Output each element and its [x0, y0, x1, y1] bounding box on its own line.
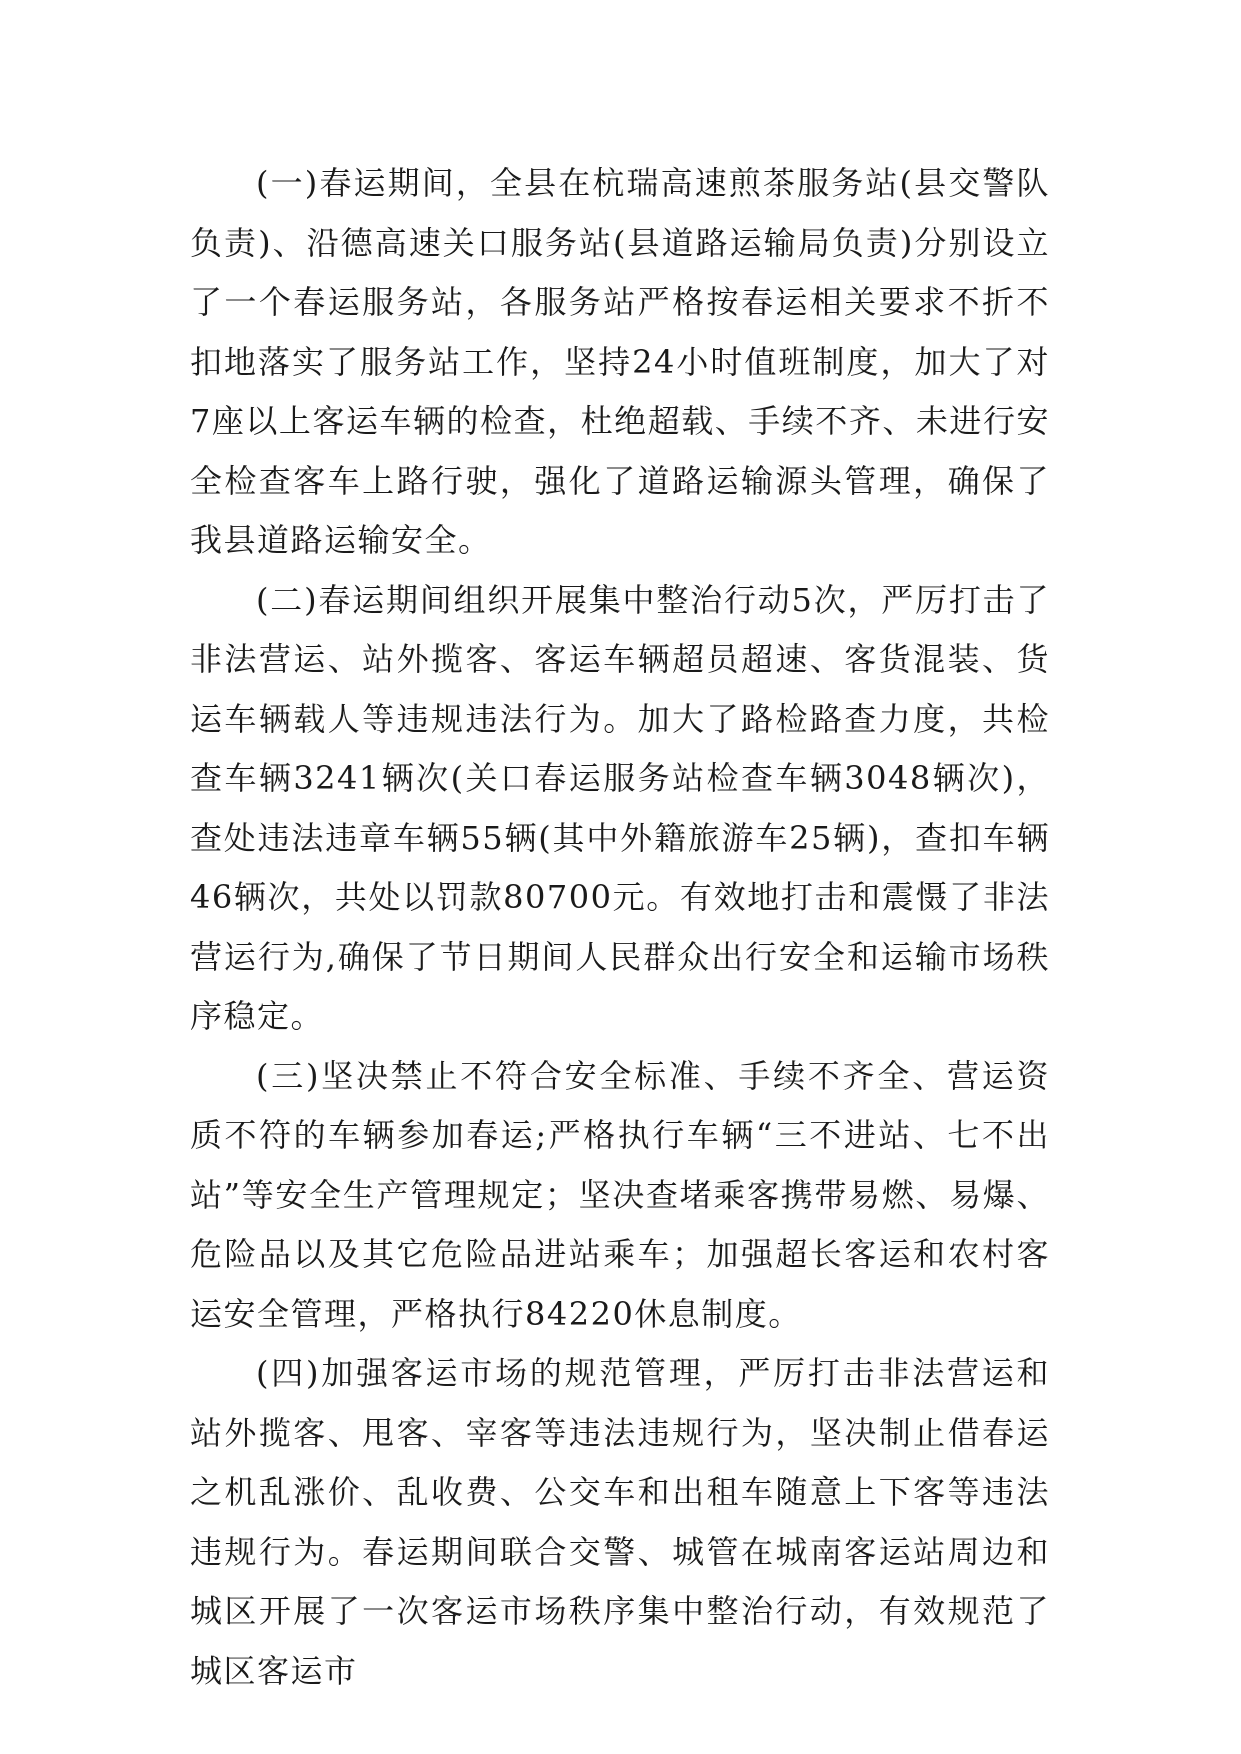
- paragraph-1: (一)春运期间，全县在杭瑞高速煎茶服务站(县交警队负责)、沿德高速关口服务站(县道路运输局负责)分别设立了一个春运服务站，各服务站严格按春运相关要求不折不扣地落实了服务站工作，坚持24小时值班制度，加大了对7座以上客运车辆的检查，杜绝超载、手续不齐、未进行安全检查客车上路行驶，强化了道路运输源头管理，确保了我县道路运输安全。: [190, 164, 1050, 559]
- document-body: [190, 154, 1050, 1701]
- paragraph-4: (四)加强客运市场的规范管理，严厉打击非法营运和站外揽客、甩客、宰客等违法违规行为，坚决制止借春运之机乱涨价、乱收费、公交车和出租车随意上下客等违法违规行为。春运期间联合交警、城管在城南客运站周边和城区开展了一次客运市场秩序集中整治行动，有效规范了城区客运市: [190, 1354, 1050, 1690]
- paragraph-2: (二)春运期间组织开展集中整治行动5次，严厉打击了非法营运、站外揽客、客运车辆超员超速、客货混装、货运车辆载人等违规违法行为。加大了路检路查力度，共检查车辆3241辆次(关口春运服务站检查车辆3048辆次)，查处违法违章车辆55辆(其中外籍旅游车25辆)，查扣车辆46辆次，共处以罚款80700元。有效地打击和震慑了非法营运行为,确保了节日期间人民群众出行安全和运输市场秩序稳定。: [190, 580, 1050, 1035]
- paragraph-3: (三)坚决禁止不符合安全标准、手续不齐全、营运资质不符的车辆参加春运;严格执行车辆“三不进站、七不出站”等安全生产管理规定；坚决查堵乘客携带易燃、易爆、危险品以及其它危险品进站乘车；加强超长客运和农村客运安全管理，严格执行84220休息制度。: [190, 1056, 1050, 1333]
